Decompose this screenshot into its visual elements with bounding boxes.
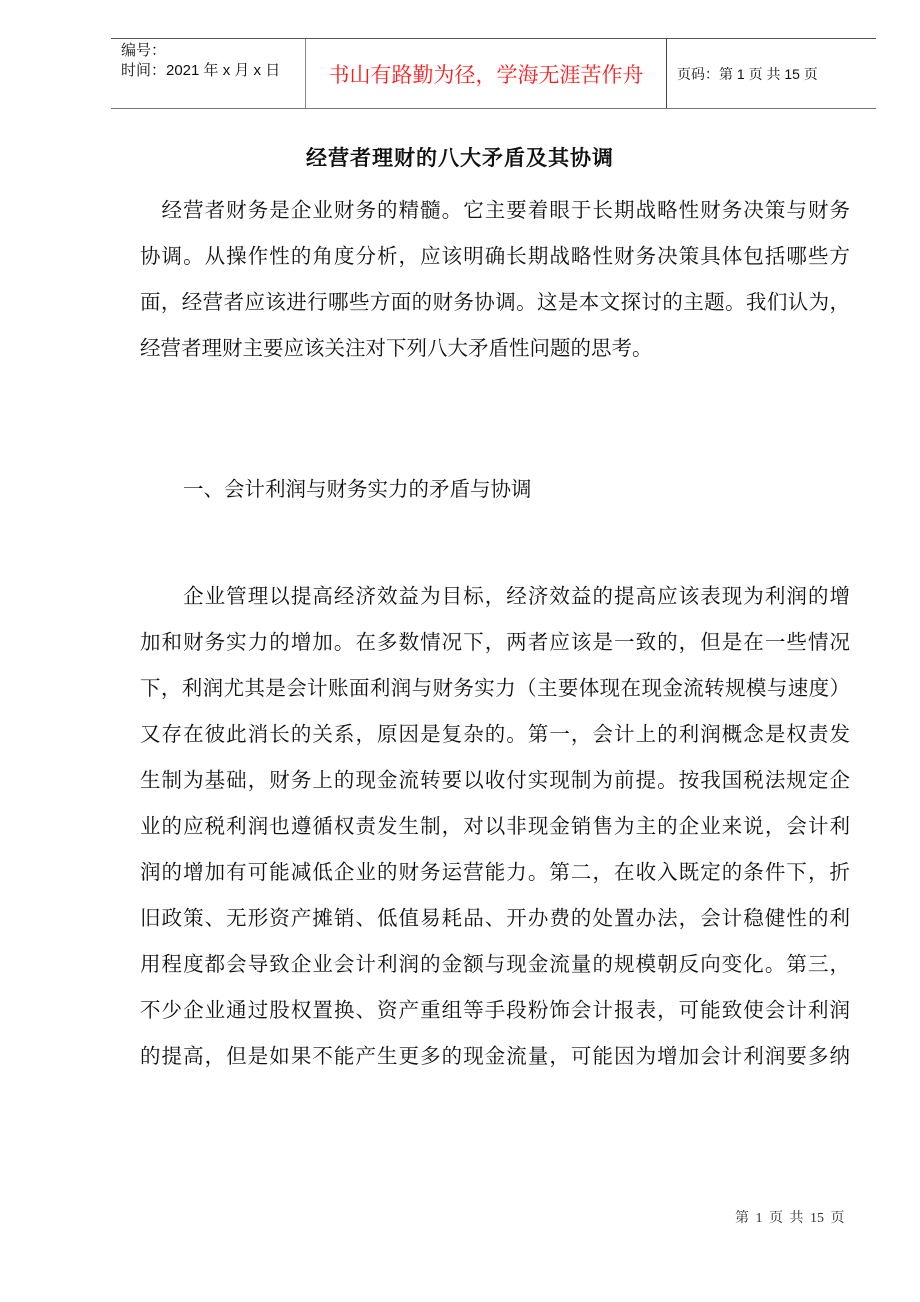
header-page-cell: [667, 39, 876, 108]
header-page-info: 页码：第 1 页 共 15 页: [677, 65, 818, 82]
paragraph-line: 旧政策、无形资产摊销、低值易耗品、开办费的处置办法，会计稳健性的利: [140, 908, 850, 930]
paragraph-line: 又存在彼此消长的关系，原因是复杂的。第一，会计上的利润概念是权责发: [140, 724, 850, 746]
document-title: 经营者理财的八大矛盾及其协调: [306, 146, 614, 170]
header-table: [111, 38, 876, 109]
paragraph-line: 业的应税利润也遵循权责发生制，对以非现金销售为主的企业来说，会计利: [140, 816, 850, 838]
header-meta-cell: [111, 39, 306, 108]
paragraph-line: 企业管理以提高经济效益为目标，经济效益的提高应该表现为利润的增: [140, 586, 850, 608]
page-footer: 第 1 页 共 15 页: [735, 1211, 845, 1226]
header-motto: 书山有路勤为径，学海无涯苦作舟: [328, 62, 644, 87]
intro-paragraph: [140, 188, 850, 372]
paragraph-line: 不少企业通过股权置换、资产重组等手段粉饰会计报表，可能致使会计利润: [140, 1000, 850, 1022]
document-date-label: 时间：2021 年 x 月 x 日: [121, 62, 281, 79]
paragraph-line: 协调。从操作性的角度分析，应该明确长期战略性财务决策具体包括哪些方: [140, 246, 850, 268]
paragraph-line: 用程度都会导致企业会计利润的金额与现金流量的规模朝反向变化。第三，: [140, 954, 850, 976]
paragraph-line: 面，经营者应该进行哪些方面的财务协调。这是本文探讨的主题。我们认为，: [140, 292, 850, 314]
paragraph-line: 经营者财务是企业财务的精髓。它主要着眼于长期战略性财务决策与财务: [140, 200, 850, 222]
header-motto-cell: [306, 39, 667, 108]
paragraph-line: 润的增加有可能减低企业的财务运营能力。第二，在收入既定的条件下，折: [140, 862, 850, 884]
paragraph-line: 经营者理财主要应该关注对下列八大矛盾性问题的思考。: [140, 338, 653, 360]
body-paragraph: [140, 574, 850, 1080]
section-heading: 一、会计利润与财务实力的矛盾与协调: [183, 479, 532, 501]
paragraph-line: 的提高，但是如果不能产生更多的现金流量，可能因为增加会计利润要多纳: [140, 1046, 850, 1068]
paragraph-line: 加和财务实力的增加。在多数情况下，两者应该是一致的，但是在一些情况: [140, 632, 850, 654]
paragraph-line: 生制为基础，财务上的现金流转要以收付实现制为前提。按我国税法规定企: [140, 770, 850, 792]
paragraph-line: 下，利润尤其是会计账面利润与财务实力（主要体现在现金流转规模与速度）: [140, 678, 850, 700]
document-number-label: 编号：: [121, 42, 167, 59]
